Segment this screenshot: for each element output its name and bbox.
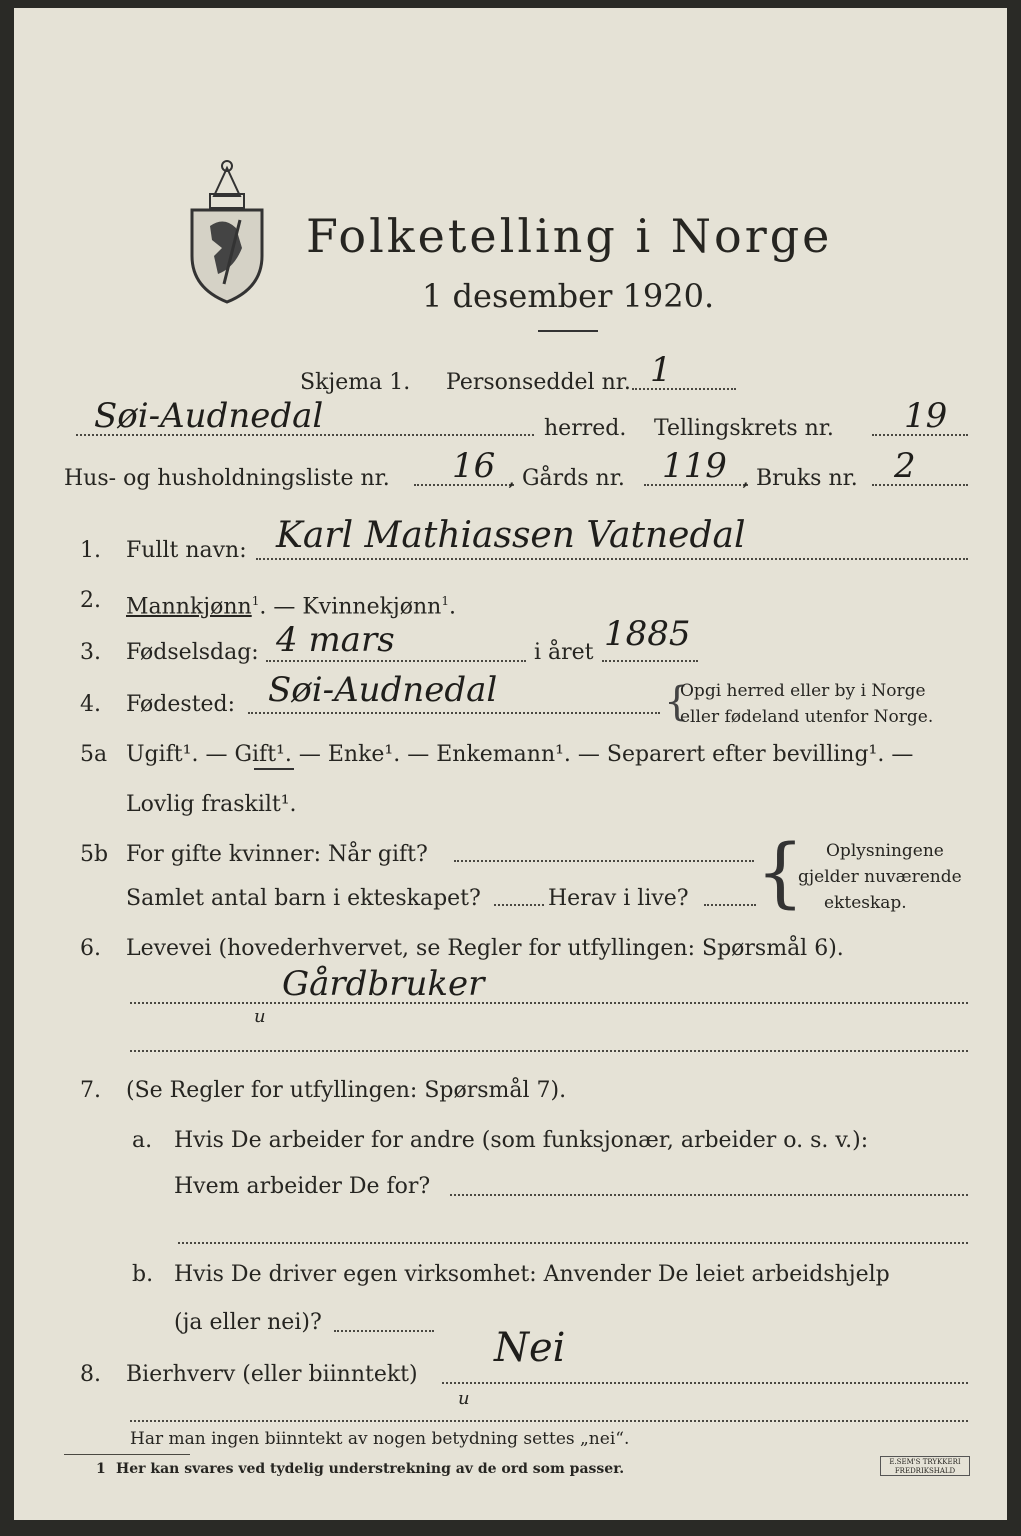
footnote-divider xyxy=(64,1454,190,1455)
q7-label: (Se Regler for utfyllingen: Spørsmål 7). xyxy=(126,1078,567,1103)
footnote-text: Her kan svares ved tydelig understrekning av de ord som passer. xyxy=(116,1461,625,1477)
q6-number: 6. xyxy=(80,936,101,961)
q4-brace: { xyxy=(664,679,690,725)
bruks-label: , Bruks nr. xyxy=(742,466,858,491)
q7b-number: b. xyxy=(132,1262,154,1287)
marital-status-options[interactable]: Ugift¹. — Gift¹. — Enke¹. — Enkemann¹. — Separert efter bevilling¹. — xyxy=(126,742,914,767)
printer-stamp: E.SEM'S TRYKKERI FREDRIKSHALD xyxy=(880,1456,970,1476)
personseddel-line xyxy=(632,388,736,390)
q5b-note-line1: Oplysningene xyxy=(826,841,944,861)
q3-number: 3. xyxy=(80,640,101,665)
gards-value[interactable]: 119 xyxy=(662,446,727,486)
q7b-question: Hvis De driver egen virksomhet: Anvender De leiet arbeidshjelp xyxy=(174,1262,890,1287)
q5b-label-married-when: For gifte kvinner: Når gift? xyxy=(126,842,428,867)
full-name-value[interactable]: Karl Mathiassen Vatnedal xyxy=(276,515,746,556)
mannkjonn-option[interactable]: Mannkjønn xyxy=(126,594,252,620)
form-title: Folketelling i Norge xyxy=(306,209,833,263)
q5b-brace: { xyxy=(756,827,805,916)
side-income-value[interactable]: Nei xyxy=(494,1325,566,1371)
employer-line-2 xyxy=(178,1242,968,1244)
q8-number: 8. xyxy=(80,1362,101,1387)
q4-note-line1: Opgi herred eller by i Norge xyxy=(680,681,926,701)
occupation-value[interactable]: Gårdbruker xyxy=(282,964,485,1004)
birthplace-value[interactable]: Søi-Audnedal xyxy=(268,670,498,710)
q1-number: 1. xyxy=(80,538,101,563)
lovlig-fraskilt-option[interactable]: Lovlig fraskilt¹. xyxy=(126,792,297,817)
q7a-question: Hvis De arbeider for andre (som funksjonær, arbeider o. s. v.): xyxy=(174,1128,869,1153)
no-income-note: Har man ingen biinntekt av nogen betydning settes „nei“. xyxy=(130,1429,630,1449)
q5b-number: 5b xyxy=(80,842,109,867)
children-line xyxy=(494,904,544,906)
q5b-note-line3: ekteskap. xyxy=(824,893,907,913)
aret-line xyxy=(602,660,698,662)
skjema-label: Skjema 1. xyxy=(300,370,411,395)
q8-label: Bierhverv (eller biinntekt) xyxy=(126,1362,418,1387)
hus-value[interactable]: 16 xyxy=(452,446,496,486)
occupation-line-2 xyxy=(130,1050,968,1052)
gards-label: , Gårds nr. xyxy=(508,466,625,491)
q2-number: 2. xyxy=(80,588,101,613)
alive-line xyxy=(704,904,756,906)
birthplace-line xyxy=(248,712,660,714)
kvinnekjonn-option[interactable]: Kvinnekjønn xyxy=(302,594,442,620)
side-income-line-2 xyxy=(130,1420,968,1422)
herred-label: herred. xyxy=(544,416,627,441)
title-divider xyxy=(538,330,598,332)
personseddel-label: Personseddel nr. xyxy=(446,370,631,395)
q2-end: . xyxy=(448,594,456,620)
yes-no-line xyxy=(334,1330,434,1332)
q5a-number: 5a xyxy=(80,742,108,767)
q7-number: 7. xyxy=(80,1078,101,1103)
kvinnekjonn-footnote-mark: 1 xyxy=(441,594,449,608)
birth-year-value[interactable]: 1885 xyxy=(604,614,691,654)
norway-coat-of-arms-icon xyxy=(184,156,270,304)
birthday-line xyxy=(266,660,526,662)
q6-label: Levevei (hovederhvervet, se Regler for utfyllingen: Spørsmål 6). xyxy=(126,936,844,961)
q1-line xyxy=(256,558,968,560)
q3-label: Fødselsdag: xyxy=(126,640,259,665)
form-date: 1 desember 1920. xyxy=(422,277,715,315)
occupation-mark: u xyxy=(254,1006,266,1027)
q4-note-line2: eller fødeland utenfor Norge. xyxy=(680,707,934,727)
aret-label: i året xyxy=(534,640,594,665)
bruks-line xyxy=(872,484,968,486)
census-form-page xyxy=(14,8,1007,1520)
birthday-value[interactable]: 4 mars xyxy=(276,620,395,660)
q7a-employer-label: Hvem arbeider De for? xyxy=(174,1174,431,1199)
q4-number: 4. xyxy=(80,692,101,717)
q2-separator: . — xyxy=(259,594,303,620)
tellingskrets-value[interactable]: 19 xyxy=(904,396,948,436)
mannkjonn-footnote-mark: 1 xyxy=(251,594,260,608)
q4-label: Fødested: xyxy=(126,692,236,717)
side-income-mark: u xyxy=(458,1388,470,1409)
q1-label: Fullt navn: xyxy=(126,538,247,563)
herred-value[interactable]: Søi-Audnedal xyxy=(94,396,324,436)
q5b-label-children: Samlet antal barn i ekteskapet? xyxy=(126,886,481,911)
married-when-line xyxy=(454,860,754,862)
footnote-number: 1 xyxy=(96,1461,106,1477)
q5b-label-alive: Herav i live? xyxy=(548,886,689,911)
employer-line-1 xyxy=(450,1194,968,1196)
q7b-yes-no-label: (ja eller nei)? xyxy=(174,1310,322,1335)
q5b-note-line2: gjelder nuværende xyxy=(798,867,962,887)
q7a-number: a. xyxy=(132,1128,153,1153)
side-income-line xyxy=(442,1382,968,1384)
hus-label: Hus- og husholdningsliste nr. xyxy=(64,466,390,491)
personseddel-value[interactable]: 1 xyxy=(650,350,672,390)
gift-underline xyxy=(254,768,294,770)
tellingskrets-label: Tellingskrets nr. xyxy=(654,416,834,441)
bruks-value[interactable]: 2 xyxy=(894,446,916,486)
q2-options xyxy=(126,588,456,620)
